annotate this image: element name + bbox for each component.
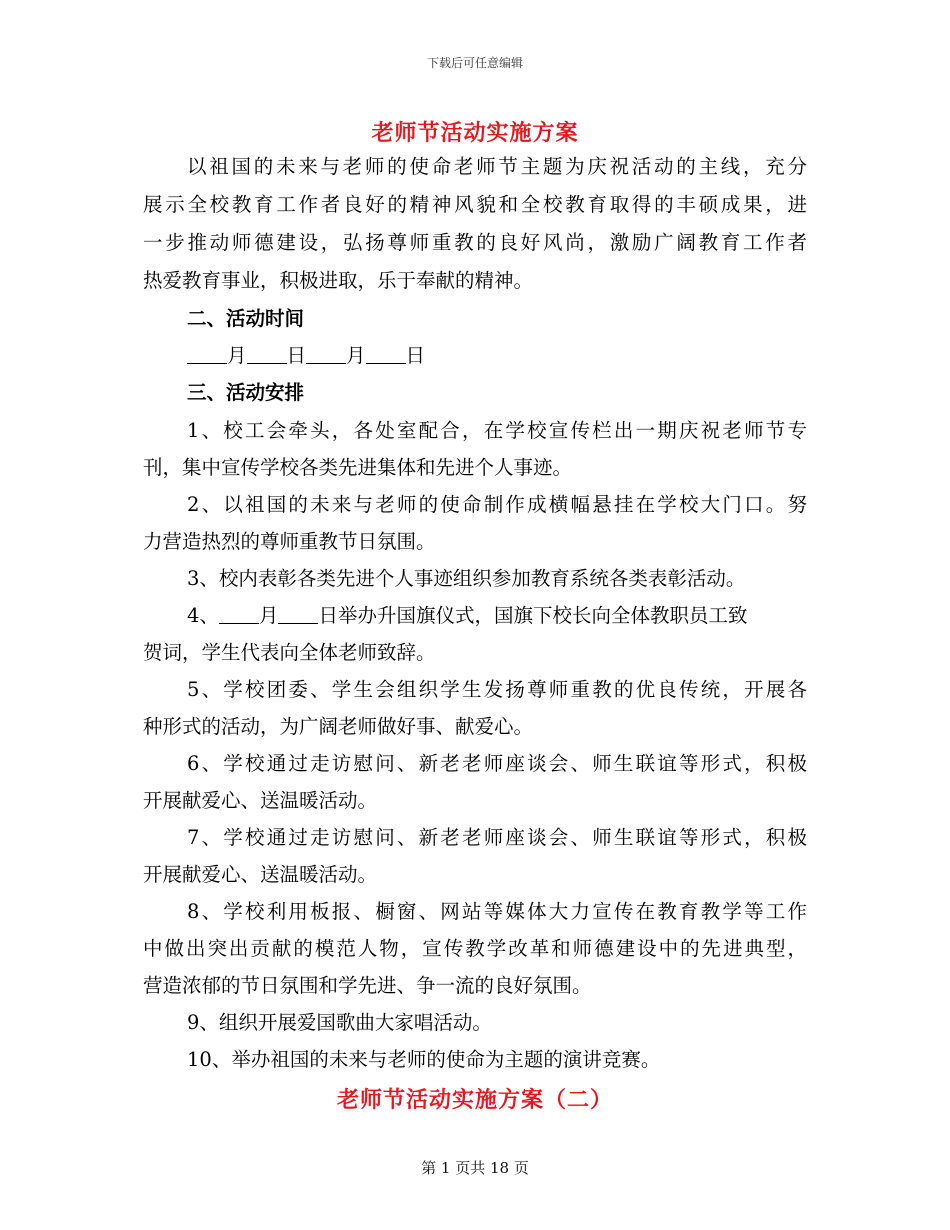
item-10-line-1: 10、举办祖国的未来与老师的使命为主题的演讲竞赛。 [187,1048,661,1071]
document-title: 老师节活动实施方案 [371,120,579,146]
item-4-line-2: 贺词，学生代表向全体老师致辞。 [143,641,436,664]
item-9-line-1: 9、组织开展爱国歌曲大家唱活动。 [187,1011,492,1034]
date-day-label: 日 [286,344,307,367]
item-4-prefix: 4、 [187,604,219,627]
item-1-line-1: 1、校工会牵头，各处室配合，在学校宣传栏出一期庆祝老师节专 [187,419,807,442]
date-blank [247,345,287,364]
page-header-note: 下载后可任意编辑 [426,56,523,70]
item-2-line-2: 力营造热烈的尊师重教节日氛围。 [143,530,436,553]
intro-line-4: 热爱教育事业，积极进取，乐于奉献的精神。 [143,269,534,292]
date-day-label: 日 [405,344,426,367]
section-heading-arrangement: 三、活动安排 [187,381,305,404]
item-4-rest: 日举办升国旗仪式，国旗下校长向全体教职员工致 [318,604,748,627]
intro-line-2: 展示全校教育工作者良好的精神风貌和全校教育取得的丰硕成果，进 [143,193,807,216]
item-1-line-2: 刊，集中宣传学校各类先进集体和先进个人事迹。 [143,456,573,479]
date-blank [306,345,346,364]
item-3-line-1: 3、校内表彰各类先进个人事迹组织参加教育系统各类表彰活动。 [187,567,746,590]
item-7-line-2: 开展献爱心、送温暖活动。 [143,863,378,886]
date-month-label: 月 [227,344,247,367]
date-blank [366,345,406,364]
item-4-month: 月 [258,604,279,627]
item-8-line-2: 中做出突出贡献的模范人物，宣传教学改革和师德建设中的先进典型， [143,937,807,960]
date-blank [219,605,259,624]
page-footer: 第 1 页共 18 页 [421,1159,529,1177]
activity-date-line [187,344,807,368]
intro-line-1: 以祖国的未来与老师的使命老师节主题为庆祝活动的主线，充分 [187,155,807,178]
item-8-line-3: 营造浓郁的节日氛围和学先进、争一流的良好氛围。 [143,974,592,997]
section-heading-time: 二、活动时间 [187,307,305,330]
item-8-line-1: 8、学校利用板报、橱窗、网站等媒体大力宣传在教育教学等工作 [187,900,807,923]
next-section-title: 老师节活动实施方案（二） [336,1087,613,1113]
item-6-line-1: 6、学校通过走访慰问、新老老师座谈会、师生联谊等形式，积极 [187,752,807,775]
item-4-line-1 [187,604,807,628]
date-blank [187,345,227,364]
item-6-line-2: 开展献爱心、送温暖活动。 [143,789,378,812]
date-month-label: 月 [346,344,366,367]
item-2-line-1: 2、以祖国的未来与老师的使命制作成横幅悬挂在学校大门口。努 [187,493,807,516]
item-5-line-1: 5、学校团委、学生会组织学生发扬尊师重教的优良传统，开展各 [187,678,807,701]
intro-line-3: 一步推动师德建设，弘扬尊师重教的良好风尚，激励广阔教育工作者 [143,231,807,254]
date-blank [278,605,318,624]
item-5-line-2: 种形式的活动，为广阔老师做好事、献爱心。 [143,715,534,738]
item-7-line-1: 7、学校通过走访慰问、新老老师座谈会、师生联谊等形式，积极 [187,826,807,849]
